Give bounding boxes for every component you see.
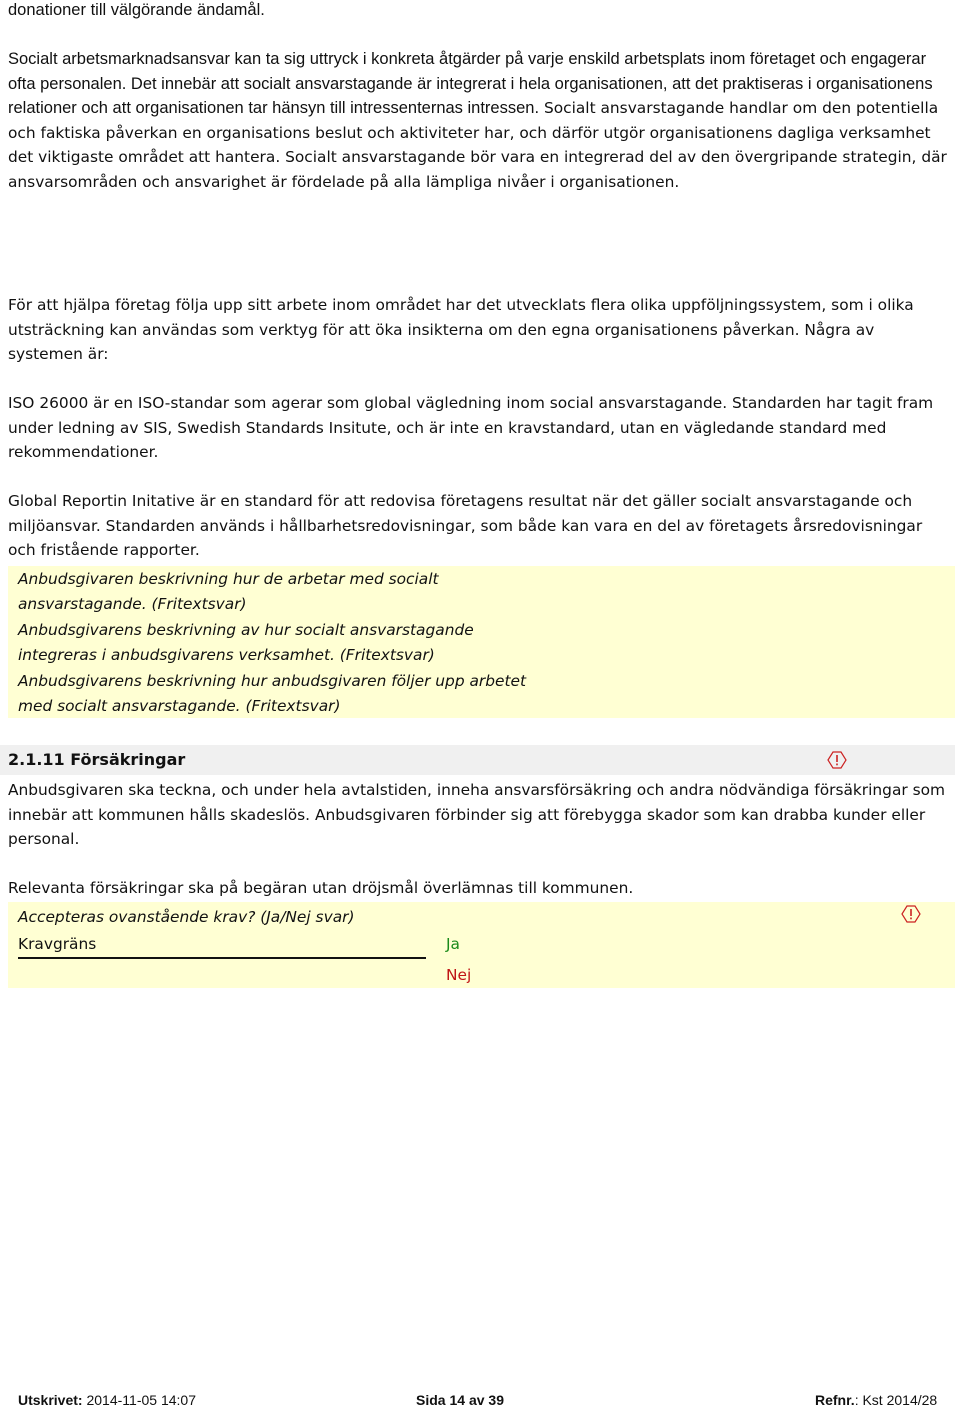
paragraph-lead: Socialt arbetsmarknadsansvar kan ta sig uttryck i konkreta åtgärder på varje enskild arbetsplats inom företaget och engagerar ofta personalen. Det innebär att socialt ansvarstagande är integrerat i hela organisationen, att det praktiseras i organisationens relationer och att organisationen tar hänsyn till intressenternas intressen.: [8, 50, 933, 117]
paragraph-iso-26000: ISO 26000 är en ISO-standar som agerar som global vägledning inom social ansvarstagande. Standarden har tagit fram under ledning av SIS, Swedish Standards Insitute, och är inte en kravstandard, utan en vägledande standard med rekommendationer.: [8, 394, 934, 461]
warning-icon: [827, 751, 847, 769]
kravgrans-underline: [18, 957, 426, 959]
question-3[interactable]: Anbudsgivarens beskrivning hur anbudsgivaren följer upp arbetet med socialt ansvarstagande. (Fritextsvar): [18, 672, 527, 715]
footer-page: [416, 1390, 504, 1410]
paragraph-social-responsibility: [8, 47, 953, 194]
footer-page-of: av: [468, 1392, 485, 1408]
answer-yes[interactable]: Ja: [446, 935, 460, 953]
paragraph-gri: Global Reportin Initative är en standard för att redovisa företagens resultat när det gäller socialt ansvarstagande och miljöansvar. Standarden används i hållbarhetsredovisningar, som både kan vara en del av företagets årsredovisningar och fristående rapporter.: [8, 492, 923, 559]
paragraph-insurance-delivery: Relevanta försäkringar ska på begäran utan dröjsmål överlämnas till kommunen.: [8, 879, 634, 897]
footer-ref-label: Refnr.: [815, 1392, 855, 1408]
paragraph-rest: Socialt ansvarstagande handlar om den potentiella och faktiska påverkan en organisations beslut och aktiviteter har, och därför utgör organisationens dagliga verksamhet det viktigaste området att hantera. Socialt ansvarstagande bör vara en integrerad del av den övergripande strategin, där ansvarsområden och ansvarighet är fördelade på alla lämpliga nivåer i organisationen.: [8, 99, 947, 191]
kravgrans-label: Kravgräns: [18, 935, 97, 953]
footer-ref: [815, 1390, 937, 1410]
intro-line: donationer till välgörande ändamål.: [8, 1, 265, 19]
paragraph-insurance: Anbudsgivaren ska teckna, och under hela avtalstiden, inneha ansvarsförsäkring och andra nödvändiga försäkringar som innebär att kommunen hålls skadeslös. Anbudsgivaren förbinder sig att förebygga skador som kan drabba kunder eller personal.: [8, 781, 946, 848]
footer-ref-value: : Kst 2014/28: [854, 1392, 938, 1408]
accept-question: Accepteras ovanstående krav? (Ja/Nej svar): [18, 908, 355, 926]
question-1[interactable]: Anbudsgivaren beskrivning hur de arbetar med socialt ansvarstagande. (Fritextsvar): [18, 570, 439, 613]
answer-no[interactable]: Nej: [446, 966, 472, 984]
footer-page-total: 39: [488, 1392, 504, 1408]
warning-icon: [901, 905, 921, 923]
footer-page-num: 14: [449, 1392, 466, 1408]
footer-page-label: Sida: [416, 1392, 446, 1408]
paragraph-followup-systems: För att hjälpa företag följa upp sitt arbete inom området har det utvecklats flera olika uppföljningssystem, som i olika utsträckning kan användas som verktyg för att öka insikterna om den egna organisationens påverkan. Några av systemen är:: [8, 296, 914, 363]
footer-printed-value: 2014-11-05 14:07: [86, 1392, 196, 1408]
footer-printed: [18, 1390, 196, 1410]
question-2[interactable]: Anbudsgivarens beskrivning av hur socialt ansvarstagande integreras i anbudsgivarens verksamhet. (Fritextsvar): [18, 621, 474, 664]
section-title: 2.1.11 Försäkringar: [8, 750, 186, 769]
footer-printed-label: Utskrivet:: [18, 1392, 83, 1408]
